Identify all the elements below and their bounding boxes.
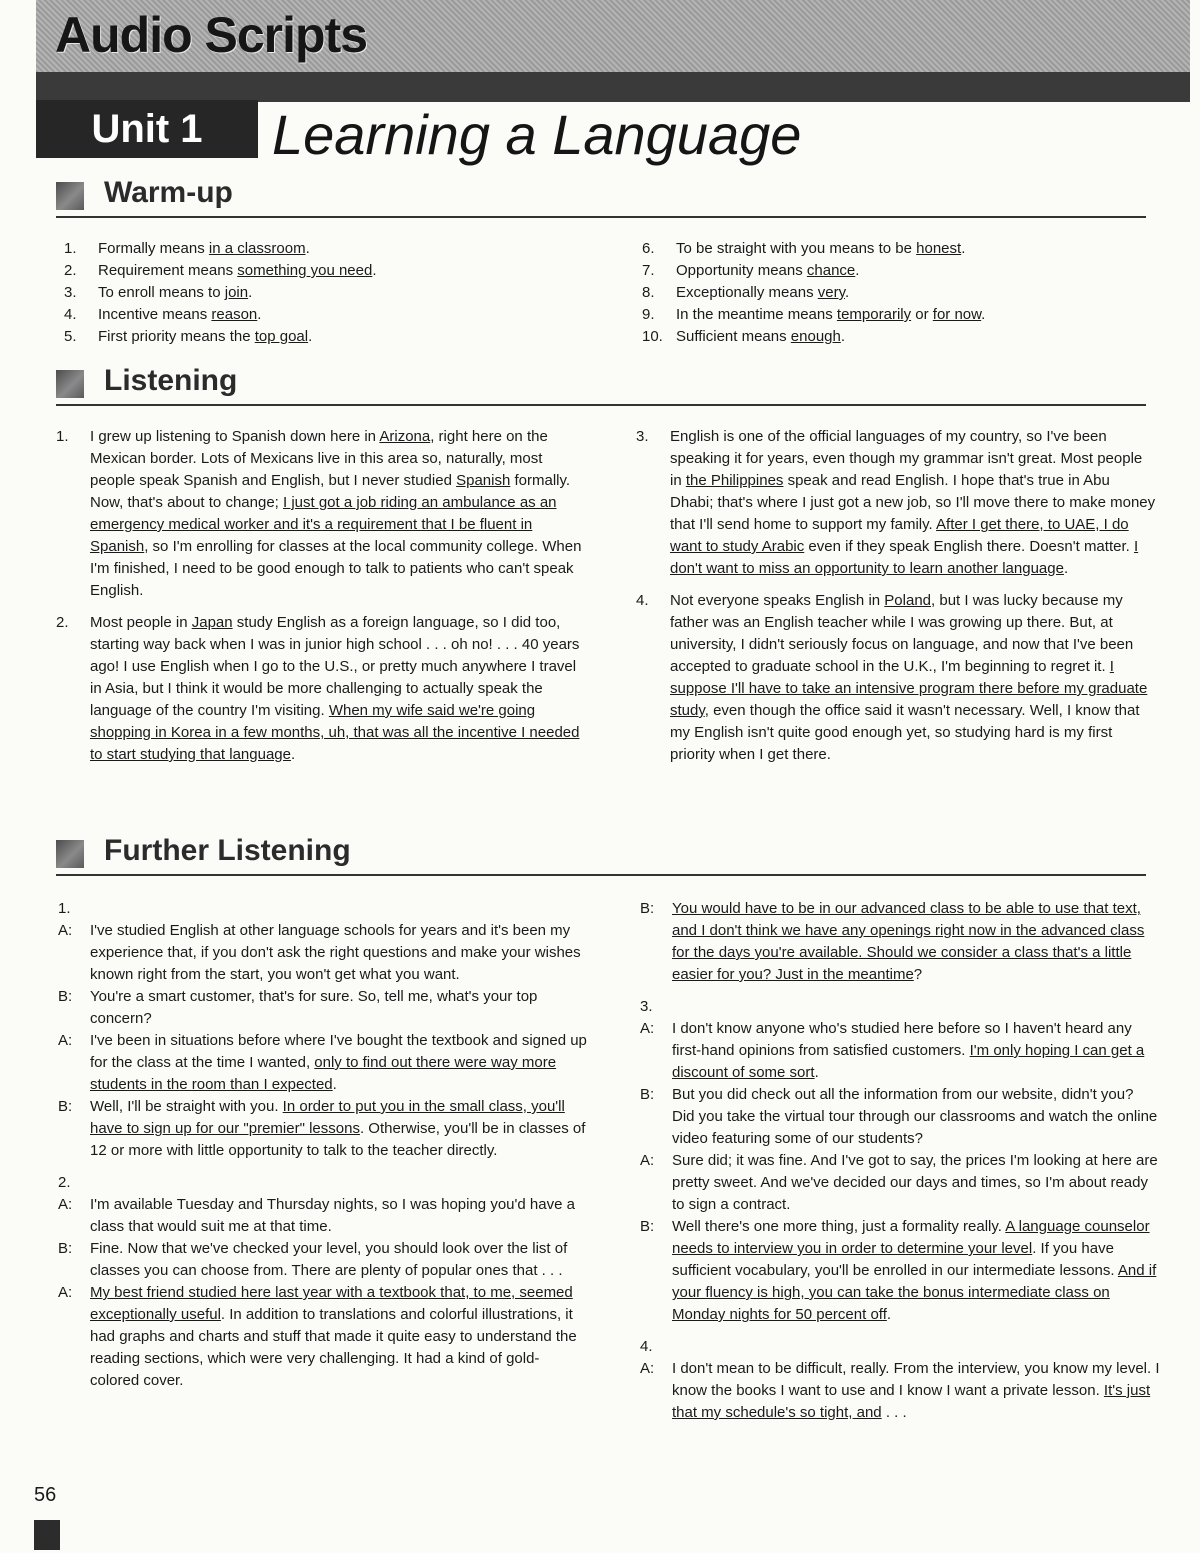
dialogue-line: B: You would have to be in our advanced class to be able to use that text, and I don't think we have any openings right now in the advanced class for the days you're available. Should we consider a class that's a little easier for you? Just in the meantime?	[640, 900, 1145, 983]
dialogue-line: A: I don't know anyone who's studied here before so I haven't heard any first-hand opinions from satisfied customers. I'm only hoping I can get a discount of some sort.	[640, 1020, 1145, 1081]
further-listening-heading-label: Further Listening	[104, 834, 351, 867]
dialogue-line: B: Well there's one more thing, just a formality really. A language counselor needs to interview you in order to determine your level. If you have sufficient vocabulary, you'll be enrolled in our intermediate lessons. And if your fluency is high, you can take the bonus intermediate class on Monday nights for 50 percent off.	[640, 1218, 1157, 1323]
listening-left-column	[56, 426, 586, 766]
listening-item: 3. English is one of the official languages of my country, so I've been speaking it for years, even though my grammar isn't great. Most people in the Philippines speak and read English. I hope that's true in Abu Dhabi; that's where I just got a new job, so I'll move there to make money that I'll send home to support my family. After I get there, to UAE, I do want to study Arabic even if they speak English there. Doesn't matter. I don't want to miss an opportunity to learn another language.	[636, 428, 1156, 577]
unit-title: Learning a Language	[272, 103, 802, 166]
page-title: Audio Scripts	[55, 7, 368, 63]
dialogue-line: A: I'm available Tuesday and Thursday nights, so I was hoping you'd have a class that would suit me at that time.	[58, 1196, 575, 1235]
dialogue-line: B: Fine. Now that we've checked your level, you should look over the list of classes you can choose from. There are plenty of popular ones that . . .	[58, 1240, 568, 1279]
section-marker-icon	[56, 182, 84, 210]
dialogue-number: 2.	[58, 1174, 71, 1191]
further-listening-heading	[56, 834, 1146, 876]
dialogue-line: A: I don't mean to be difficult, really. From the interview, you know my level. I know the books I want to use and I know I want a private lesson. It's just that my schedule's so tight, and . . .	[640, 1360, 1160, 1421]
listening-heading	[56, 364, 1146, 406]
further-left-column	[58, 898, 588, 1392]
warmup-right-column	[642, 238, 1162, 348]
listening-right-column	[636, 426, 1156, 766]
listening-item: 1. I grew up listening to Spanish down here in Arizona, right here on the Mexican border. Lots of Mexicans live in this area so, naturally, most people speak Spanish and English, but I never studied Spanish formally. Now, that's about to change; I just got a job riding an ambulance as an emergency medical worker and it's a requirement that I be fluent in Spanish, so I'm enrolling for classes at the local community college. When I'm finished, I need to be good enough to talk to patients who can't speak English.	[56, 428, 582, 599]
warmup-item: 4. Incentive means reason.	[64, 306, 262, 323]
dialogue-line: B: But you did check out all the information from our website, didn't you? Did you take the virtual tour through our classrooms and watch the online video featuring some of our students?	[640, 1086, 1158, 1147]
dialogue-line: A: My best friend studied here last year with a textbook that, to me, seemed exceptionally useful. In addition to translations and colorful illustrations, it had graphs and charts and stuff that made it quite easy to understand the reading sections, which were very challenging. It had a kind of gold-colored cover.	[58, 1284, 577, 1389]
dialogue-number: 1.	[58, 900, 71, 917]
dialogue-number: 3.	[640, 998, 653, 1015]
dialogue-line: A: I've been in situations before where I've bought the textbook and signed up for the class at the time I wanted, only to find out there were way more students in the room than I expected.	[58, 1032, 587, 1093]
dialogue-line: A: Sure did; it was fine. And I've got to say, the prices I'm looking at here are pretty sweet. And we've decided our days and times, so I'm about ready to sign a contract.	[640, 1152, 1158, 1213]
dialogue-line: B: You're a smart customer, that's for sure. So, tell me, what's your top concern?	[58, 988, 538, 1027]
warmup-item: 6. To be straight with you means to be honest.	[642, 240, 966, 257]
section-marker-icon	[56, 370, 84, 398]
warmup-item: 5. First priority means the top goal.	[64, 328, 313, 345]
page-number: 56	[34, 1484, 57, 1506]
further-right-column	[640, 898, 1160, 1424]
warmup-item: 1. Formally means in a classroom.	[64, 240, 310, 257]
warmup-item: 7. Opportunity means chance.	[642, 262, 860, 279]
dialogue-line: A: I've studied English at other language schools for years and it's been my experience that, if you don't ask the right questions and make your wishes known right from the start, you won't get what you want.	[58, 922, 581, 983]
warmup-heading	[56, 176, 1146, 218]
warmup-item: 2. Requirement means something you need.	[64, 262, 377, 279]
listening-heading-label: Listening	[104, 364, 238, 397]
dialogue-line: B: Well, I'll be straight with you. In order to put you in the small class, you'll have to sign up for our "premier" lessons. Otherwise, you'll be in classes of 12 or more with little opportunity to talk to the teacher directly.	[58, 1098, 586, 1159]
section-marker-icon	[56, 840, 84, 868]
dialogue-number: 4.	[640, 1338, 653, 1355]
warmup-item: 3. To enroll means to join.	[64, 284, 253, 301]
page-corner-marker	[34, 1520, 60, 1550]
warmup-item: 10. Sufficient means enough.	[642, 328, 846, 345]
listening-item: 4. Not everyone speaks English in Poland, but I was lucky because my father was an English teacher while I was growing up there. But, at university, I didn't seriously focus on language, and now that I've been accepted to graduate school in the U.K., I'm beginning to regret it. I suppose I'll have to take an intensive program there before my graduate study, even though the office said it wasn't necessary. Well, I know that my English isn't quite good enough yet, so studying hard is my first priority when I get there.	[636, 592, 1148, 763]
listening-item: 2. Most people in Japan study English as a foreign language, so I did too, starting way back when I was in junior high school . . . oh no! . . . 40 years ago! I use English when I go to the U.S., or pretty much anywhere I travel in Asia, but I think it would be more challenging to actually speak the language of the country I'm visiting. When my wife said we're going shopping in Korea in a few months, uh, that was all the incentive I needed to start studying that language.	[56, 614, 580, 763]
warmup-item: 9. In the meantime means temporarily or for now.	[642, 306, 986, 323]
header-dark-strip	[36, 72, 1190, 102]
warmup-heading-label: Warm-up	[104, 176, 233, 209]
warmup-item: 8. Exceptionally means very.	[642, 284, 850, 301]
warmup-left-column	[64, 238, 604, 348]
unit-label: Unit 1	[36, 100, 258, 158]
